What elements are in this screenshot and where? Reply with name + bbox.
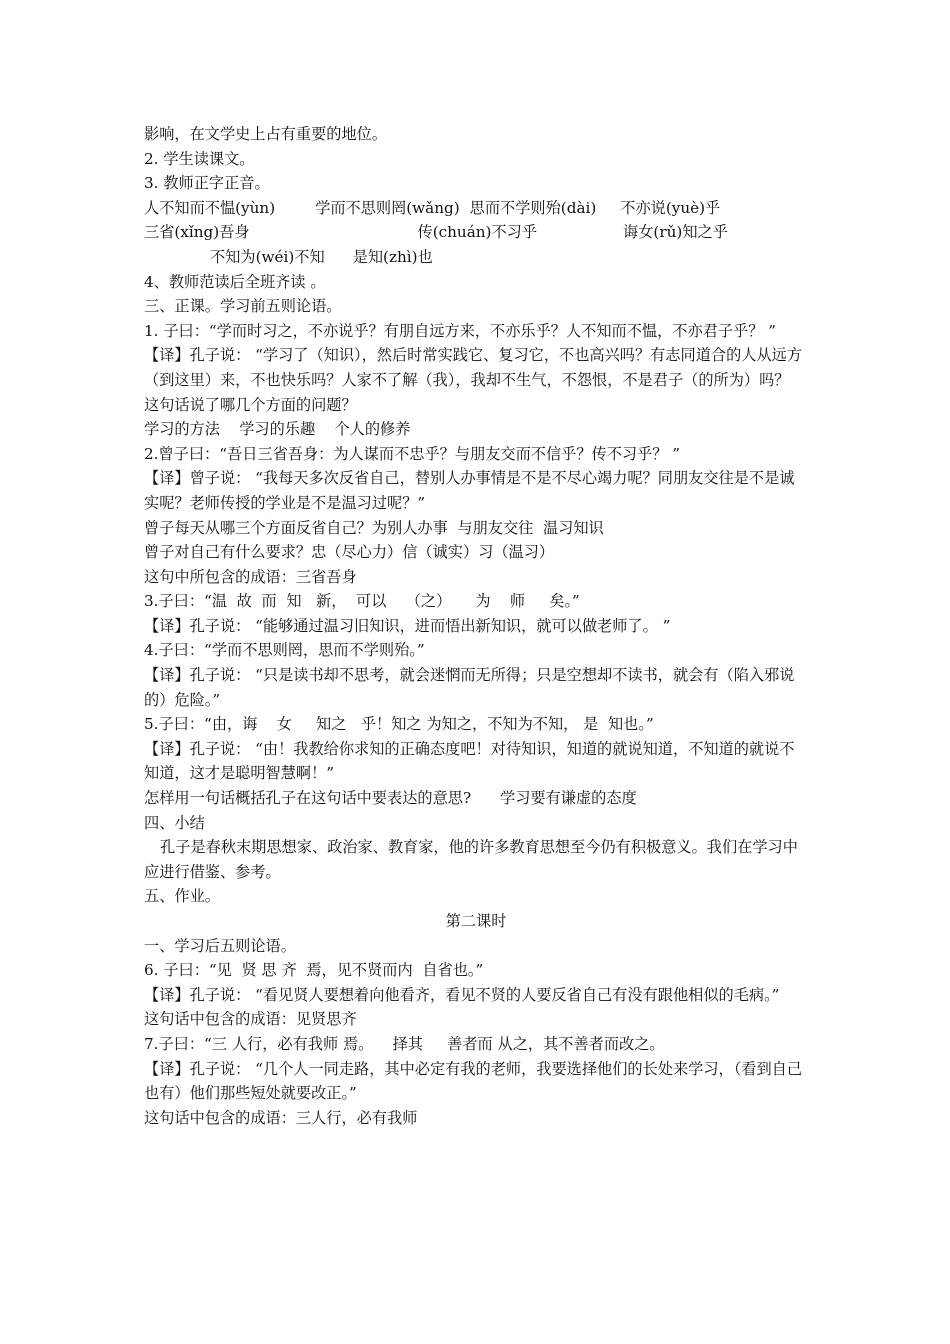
step-read-text: 2. 学生读课文。	[144, 149, 255, 168]
section-heading: 五、作业。	[144, 887, 220, 906]
section-heading: 一、学习后五则论语。	[144, 936, 296, 955]
pronunciation-row	[144, 196, 808, 221]
question: 曾子每天从哪三个方面反省自己？为别人办事 与朋友交往 温习知识	[144, 518, 604, 537]
pronunciation-item: 是知(zhì)也	[352, 247, 433, 266]
quote-6: 6. 子曰：“见 贤 思 齐 焉，见不贤而内 自省也。”	[144, 961, 484, 980]
idiom-line: 这句话中包含的成语：见贤思齐	[144, 1010, 357, 1029]
pronunciation-item: 学而不思则罔(wǎng)	[315, 198, 460, 217]
translation-6: 【译】孔子说： “看见贤人要想着向他看齐，看见不贤的人要反省自己有没有跟他相似的毛病。”	[144, 985, 780, 1004]
quote-5: 5.子曰：“由，诲 女 知之 乎！知之 为知之，不知为不知， 是 知也。”	[144, 715, 654, 734]
quote-7: 7.子曰：“三 人行，必有我师 焉。 择其 善者而 从之，其不善者而改之。	[144, 1034, 665, 1053]
question: 这句话说了哪几个方面的问题？	[144, 395, 357, 414]
pronunciation-item: 三省(xǐng)吾身	[144, 223, 250, 242]
pronunciation-item: 思而不学则殆(dài)	[469, 198, 597, 217]
question: 曾子对自己有什么要求？忠（尽心力）信（诚实）习（温习）	[144, 543, 555, 562]
pronunciation-item: 人不知而不愠(yùn)	[144, 198, 276, 217]
section-heading: 四、小结	[144, 813, 205, 832]
quote-1: 1. 子曰：“学而时习之，不亦说乎？有朋自远方来，不亦乐乎？人不知而不愠，不亦君子乎？ ”	[144, 321, 776, 340]
pronunciation-item: 不亦说(yuè)乎	[620, 198, 721, 217]
translation-2: 【译】曾子说： “我每天多次反省自己，替别人办事情是不是不尽心竭力呢？同朋友交往是不是诚实呢？老师传授的学业是不是温习过呢？”	[144, 469, 795, 512]
pronunciation-row	[144, 220, 808, 245]
answer: 学习的方法 学习的乐趣 个人的修养	[144, 420, 411, 439]
document-page	[144, 122, 808, 1130]
step-pronunciation: 3. 教师正字正音。	[144, 174, 270, 193]
text-line: 影响，在文学史上占有重要的地位。	[144, 125, 387, 143]
translation-7: 【译】孔子说： “几个人一同走路，其中必定有我的老师，我要选择他们的长处来学习，（看到自己也有）他们那些短处就要改正。”	[144, 1059, 803, 1103]
question: 怎样用一句话概括孔子在这句话中要表达的意思? 学习要有谦虚的态度	[144, 789, 637, 808]
translation-4: 【译】孔子说： “只是读书却不思考，就会迷惘而无所得；只是空想却不读书，就会有（陷入邪说的）危险。”	[144, 666, 795, 709]
translation-1: 【译】孔子说： “学习了（知识），然后时常实践它、复习它，不也高兴吗？有志同道合的人从远方（到这里）来，不也快乐吗？人家不了解（我），我却不生气，不怨恨，不是君子（的所为）吗？	[144, 346, 803, 389]
quote-3: 3.子曰：“温 故 而 知 新， 可以 （之） 为 师 矣。”	[144, 592, 580, 611]
idiom-line: 这句中所包含的成语：三省吾身	[144, 567, 357, 586]
pronunciation-row	[144, 245, 808, 270]
translation-5: 【译】孔子说： “由！我教给你求知的正确态度吧！对待知识，知道的就说知道，不知道的就说不知道，这才是聪明智慧啊！”	[144, 739, 795, 783]
step-teacher-read: 4、教师范读后全班齐读 。	[144, 272, 326, 291]
pronunciation-item: 诲女(rǔ)知之乎	[623, 223, 728, 242]
summary-paragraph: 孔子是春秋末期思想家、政治家、教育家，他的许多教育思想至今仍有积极意义。我们在学习中应进行借鉴、参考。	[144, 838, 798, 881]
pronunciation-item: 不知为(wéi)不知	[210, 247, 325, 266]
lesson-title: 第二课时	[445, 912, 507, 930]
quote-2: 2.曾子曰：“吾日三省吾身：为人谋而不忠乎？与朋友交而不信乎？传不习乎？ ”	[144, 444, 681, 463]
quote-4: 4.子曰：“学而不思则罔，思而不学则殆。”	[144, 641, 425, 660]
translation-3: 【译】孔子说： “能够通过温习旧知识，进而悟出新知识，就可以做老师了。 ”	[144, 616, 671, 635]
section-heading: 三、正课。学习前五则论语。	[144, 297, 342, 316]
pronunciation-item: 传(chuán)不习乎	[417, 223, 538, 242]
idiom-line: 这句话中包含的成语：三人行，必有我师	[144, 1108, 418, 1127]
